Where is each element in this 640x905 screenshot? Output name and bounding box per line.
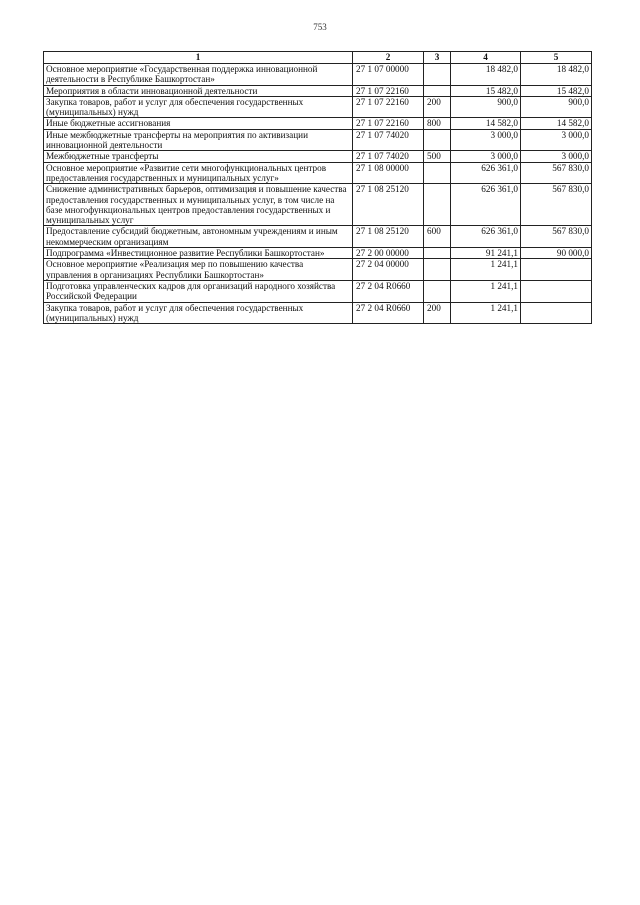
row-name-cell: Межбюджетные трансферты — [44, 151, 353, 162]
row-expense-type-cell: 200 — [424, 302, 451, 324]
row-sum1-cell: 15 482,0 — [451, 85, 521, 96]
row-sum1-cell: 14 582,0 — [451, 118, 521, 129]
row-name-cell: Закупка товаров, работ и услуг для обеспечения государственных (муниципальных) нужд — [44, 96, 353, 118]
row-sum2-cell: 3 000,0 — [521, 129, 592, 151]
column-header-5: 5 — [521, 52, 592, 64]
row-sum1-cell: 900,0 — [451, 96, 521, 118]
row-name-cell: Предоставление субсидий бюджетным, автономным учреждениям и иным некоммерческим организациям — [44, 226, 353, 248]
row-sum2-cell: 567 830,0 — [521, 162, 592, 184]
row-sum2-cell — [521, 302, 592, 324]
row-sum2-cell: 18 482,0 — [521, 64, 592, 86]
row-sum1-cell: 1 241,1 — [451, 280, 521, 302]
row-expense-type-cell: 600 — [424, 226, 451, 248]
row-sum2-cell: 3 000,0 — [521, 151, 592, 162]
row-name-cell: Иные межбюджетные трансферты на мероприятия по активизации инновационной деятельности — [44, 129, 353, 151]
row-sum1-cell: 18 482,0 — [451, 64, 521, 86]
row-expense-type-cell: 800 — [424, 118, 451, 129]
table-row — [44, 302, 592, 324]
row-code-cell: 27 1 07 74020 — [353, 129, 424, 151]
column-header-4: 4 — [451, 52, 521, 64]
row-expense-type-cell — [424, 85, 451, 96]
row-sum2-cell: 567 830,0 — [521, 226, 592, 248]
row-expense-type-cell — [424, 162, 451, 184]
row-code-cell: 27 1 08 25120 — [353, 226, 424, 248]
table-row — [44, 118, 592, 129]
row-code-cell: 27 2 00 00000 — [353, 248, 424, 259]
row-code-cell: 27 1 07 74020 — [353, 151, 424, 162]
row-sum1-cell: 3 000,0 — [451, 151, 521, 162]
table-row — [44, 85, 592, 96]
row-expense-type-cell — [424, 129, 451, 151]
row-code-cell: 27 2 04 R0660 — [353, 302, 424, 324]
row-sum2-cell — [521, 280, 592, 302]
row-name-cell: Снижение административных барьеров, оптимизация и повышение качества предоставления государственных и муниципальных услуг, в том числе на базе многофункциональных центров предоставления государственных и муниципальных услуг — [44, 184, 353, 226]
row-code-cell: 27 1 08 00000 — [353, 162, 424, 184]
table-row — [44, 248, 592, 259]
row-name-cell: Основное мероприятие «Государственная поддержка инновационной деятельности в Республике Башкортостан» — [44, 64, 353, 86]
row-code-cell: 27 1 07 00000 — [353, 64, 424, 86]
budget-table — [43, 51, 592, 324]
row-expense-type-cell — [424, 280, 451, 302]
row-sum2-cell: 14 582,0 — [521, 118, 592, 129]
row-name-cell: Основное мероприятие «Реализация мер по повышению качества управления в организациях Республики Башкортостан» — [44, 259, 353, 281]
row-code-cell: 27 2 04 00000 — [353, 259, 424, 281]
table-row — [44, 64, 592, 86]
row-sum2-cell — [521, 259, 592, 281]
row-expense-type-cell — [424, 248, 451, 259]
row-sum2-cell: 15 482,0 — [521, 85, 592, 96]
row-code-cell: 27 1 08 25120 — [353, 184, 424, 226]
row-name-cell: Основное мероприятие «Развитие сети многофункциональных центров предоставления государственных и муниципальных услуг» — [44, 162, 353, 184]
table-header-row — [44, 52, 592, 64]
table-row — [44, 151, 592, 162]
table-row — [44, 162, 592, 184]
row-code-cell: 27 1 07 22160 — [353, 85, 424, 96]
row-sum1-cell: 626 361,0 — [451, 162, 521, 184]
table-row — [44, 259, 592, 281]
row-sum2-cell: 90 000,0 — [521, 248, 592, 259]
column-header-2: 2 — [353, 52, 424, 64]
row-name-cell: Мероприятия в области инновационной деятельности — [44, 85, 353, 96]
row-sum1-cell: 1 241,1 — [451, 302, 521, 324]
column-header-1: 1 — [44, 52, 353, 64]
row-code-cell: 27 1 07 22160 — [353, 118, 424, 129]
row-expense-type-cell — [424, 184, 451, 226]
row-expense-type-cell: 500 — [424, 151, 451, 162]
row-name-cell: Подготовка управленческих кадров для организаций народного хозяйства Российской Федерации — [44, 280, 353, 302]
row-sum1-cell: 3 000,0 — [451, 129, 521, 151]
row-expense-type-cell — [424, 259, 451, 281]
row-expense-type-cell: 200 — [424, 96, 451, 118]
row-code-cell: 27 1 07 22160 — [353, 96, 424, 118]
column-header-3: 3 — [424, 52, 451, 64]
page-number: 753 — [313, 22, 327, 32]
row-sum1-cell: 1 241,1 — [451, 259, 521, 281]
row-name-cell: Закупка товаров, работ и услуг для обеспечения государственных (муниципальных) нужд — [44, 302, 353, 324]
row-sum1-cell: 626 361,0 — [451, 184, 521, 226]
table-row — [44, 226, 592, 248]
table-row — [44, 129, 592, 151]
row-name-cell: Иные бюджетные ассигнования — [44, 118, 353, 129]
table-row — [44, 96, 592, 118]
row-sum2-cell: 567 830,0 — [521, 184, 592, 226]
row-code-cell: 27 2 04 R0660 — [353, 280, 424, 302]
row-name-cell: Подпрограмма «Инвестиционное развитие Республики Башкортостан» — [44, 248, 353, 259]
row-expense-type-cell — [424, 64, 451, 86]
table-row — [44, 184, 592, 226]
row-sum1-cell: 626 361,0 — [451, 226, 521, 248]
row-sum2-cell: 900,0 — [521, 96, 592, 118]
row-sum1-cell: 91 241,1 — [451, 248, 521, 259]
table-row — [44, 280, 592, 302]
